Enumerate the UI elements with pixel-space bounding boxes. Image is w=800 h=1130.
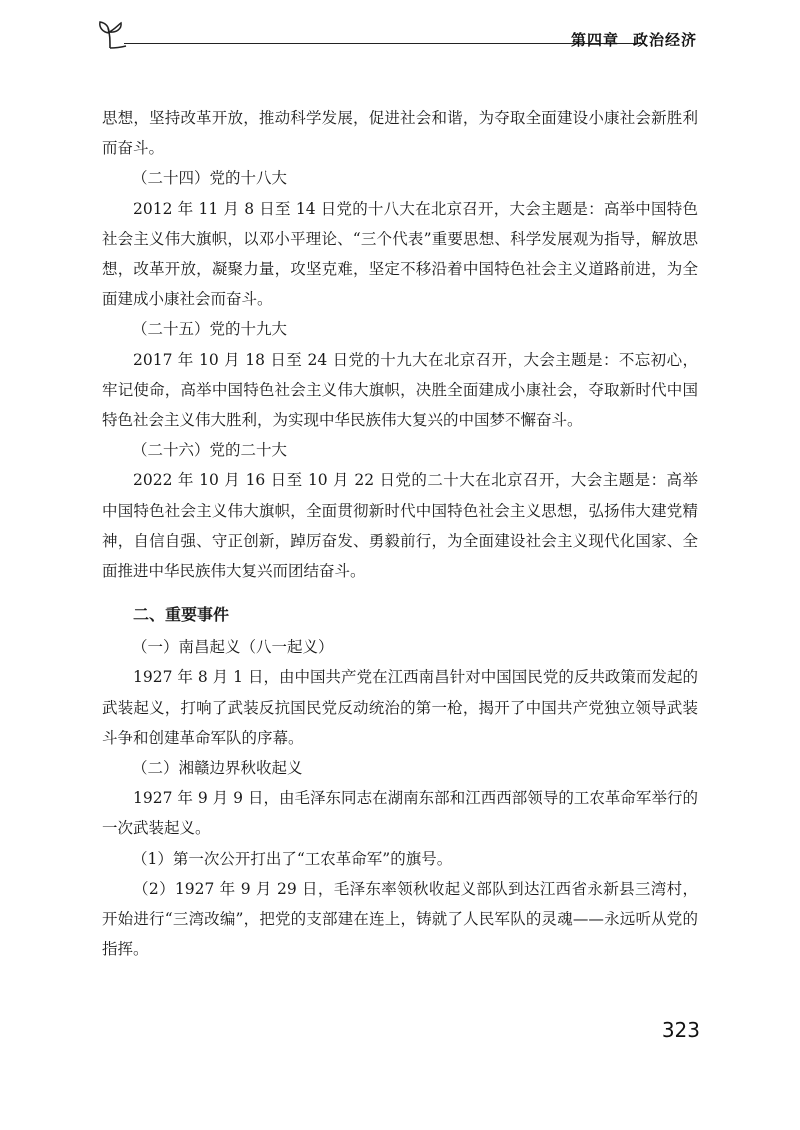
chapter-name: 政治经济 (632, 31, 697, 49)
list-item: （2）1927 年 9 月 29 日，毛泽东率领秋收起义部队到达江西省永新县三湾村，开始进行“三湾改编”，把党的支部建在连上，铸就了人民军队的灵魂——永远听从党的指挥。 (102, 879, 698, 959)
subheading: （二十六）党的二十大 (132, 441, 288, 460)
subheading: （二十五）党的十九大 (132, 320, 288, 339)
sprout-icon (96, 20, 136, 50)
list-item: （1）第一次公开打出了“工农革命军”的旗号。 (132, 849, 453, 868)
body-text (102, 103, 698, 964)
paragraph: 1927 年 8 月 1 日，由中国共产党在江西南昌针对中国国民党的反共政策而发起的武装起义，打响了武装反抗国民党反动统治的第一枪，揭开了中国共产党独立领导武装斗争和创建革命军队的序幕。 (102, 668, 698, 747)
page-number: 323 (661, 1018, 700, 1042)
paragraph: 2017 年 10 月 18 日至 24 日党的十九大在北京召开，大会主题是：不忘初心，牢记使命，高举中国特色社会主义伟大旗帜，决胜全面建成小康社会，夺取新时代中国特色社会主义伟大胜利，为实现中华民族伟大复兴的中国梦不懈奋斗。 (102, 350, 698, 430)
paragraph: 1927 年 9 月 9 日，由毛泽东同志在湖南东部和江西西部领导的工农革命军举行的一次武装起义。 (102, 789, 698, 838)
subheading: （二）湘赣边界秋收起义 (132, 759, 303, 778)
chapter-title (571, 29, 697, 50)
paragraph: 2022 年 10 月 16 日至 10 月 22 日党的二十大在北京召开，大会主题是：高举中国特色社会主义伟大旗帜，全面贯彻新时代中国特色社会主义思想，弘扬伟大建党精神，自信自强、守正创新，踔厉奋发、勇毅前行，为全面建设社会主义现代化国家、全面推进中华民族伟大复兴而团结奋斗。 (102, 471, 698, 581)
chapter-number: 第四章 (570, 31, 619, 49)
section-heading: 二、重要事件 (133, 605, 230, 625)
paragraph: 思想，坚持改革开放，推动科学发展，促进社会和谐，为夺取全面建设小康社会新胜利而奋斗。 (102, 109, 698, 158)
subheading: （二十四）党的十八大 (132, 169, 288, 188)
header-rule (124, 43, 644, 44)
running-header (96, 16, 701, 52)
subheading: （一）南昌起义（八一起义） (132, 638, 334, 657)
paragraph: 2012 年 11 月 8 日至 14 日党的十八大在北京召开，大会主题是：高举中国特色社会主义伟大旗帜，以邓小平理论、“三个代表”重要思想、科学发展观为指导，解放思想，改革开放，凝聚力量，攻坚克难，坚定不移沿着中国特色社会主义道路前进，为全面建成小康社会而奋斗。 (102, 199, 698, 309)
